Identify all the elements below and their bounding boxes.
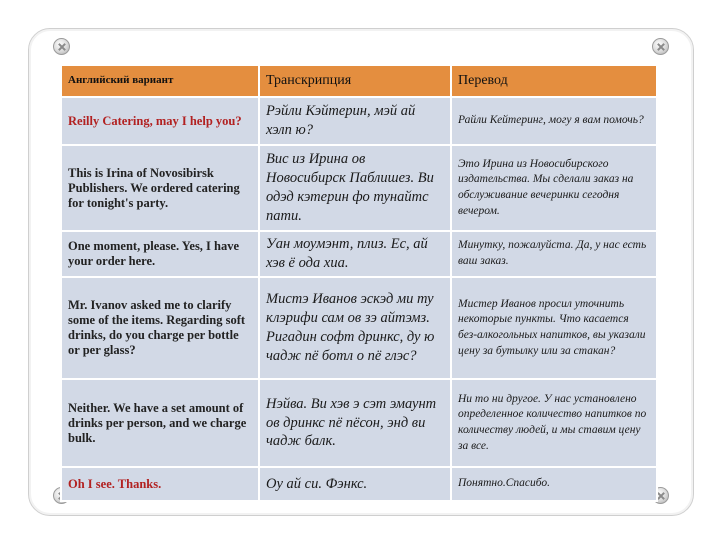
transcription-text: Оу ай си. Фэнкс.: [259, 467, 451, 501]
dialogue-table: [60, 64, 658, 502]
transcription-text: Нэйва. Ви хэв э сэт эмаунт ов дринкс пё пёсон, энд ви чадж балк.: [259, 379, 451, 467]
table-row: [61, 379, 657, 467]
english-phrase: Neither. We have a set amount of drinks per person, and we charge bulk.: [61, 379, 259, 467]
header-transcription: Транскрипция: [259, 65, 451, 97]
translation-text: Мистер Иванов просил уточнить некоторые пункты. Что касается без-алкогольных напитков, вы указали цену за бутылку или за стакан?: [451, 277, 657, 379]
transcription-text: Мистэ Иванов эскэд ми ту клэрифи сам ов зэ айтэмз. Ригадин софт дринкс, ду ю чадж пё ботл о пё глэс?: [259, 277, 451, 379]
transcription-text: Вис из Ирина ов Новосибирск Паблишез. Ви одэд кэтерин фо тунайтс пати.: [259, 145, 451, 231]
translation-text: Минутку, пожалуйста. Да, у нас есть ваш заказ.: [451, 231, 657, 277]
english-phrase: Oh I see. Thanks.: [61, 467, 259, 501]
table-row: [61, 231, 657, 277]
english-phrase: This is Irina of Novosibirsk Publishers. We ordered catering for tonight's party.: [61, 145, 259, 231]
table-row: [61, 145, 657, 231]
screw-icon: [652, 38, 669, 55]
translation-text: Райли Кейтеринг, могу я вам помочь?: [451, 97, 657, 145]
english-phrase: Reilly Catering, may I help you?: [61, 97, 259, 145]
english-phrase: Mr. Ivanov asked me to clarify some of the items. Regarding soft drinks, do you charge per bottle or per glass?: [61, 277, 259, 379]
translation-text: Понятно.Спасибо.: [451, 467, 657, 501]
header-translation: Перевод: [451, 65, 657, 97]
english-phrase: One moment, please. Yes, I have your order here.: [61, 231, 259, 277]
table-row: [61, 467, 657, 501]
screw-icon: [53, 38, 70, 55]
translation-text: Ни то ни другое. У нас установлено определенное количество напитков по количеству людей, и мы ставим цену за все.: [451, 379, 657, 467]
table-row: [61, 97, 657, 145]
translation-text: Это Ирина из Новосибирского издательства. Мы сделали заказ на обслуживание вечеринки сегодня вечером.: [451, 145, 657, 231]
header-english: Английский вариант: [61, 65, 259, 97]
transcription-text: Рэйли Кэйтерин, мэй ай хэлп ю?: [259, 97, 451, 145]
transcription-text: Уан моумэнт, плиз. Ес, ай хэв ё ода хиа.: [259, 231, 451, 277]
table-row: [61, 277, 657, 379]
table-header-row: [61, 65, 657, 97]
